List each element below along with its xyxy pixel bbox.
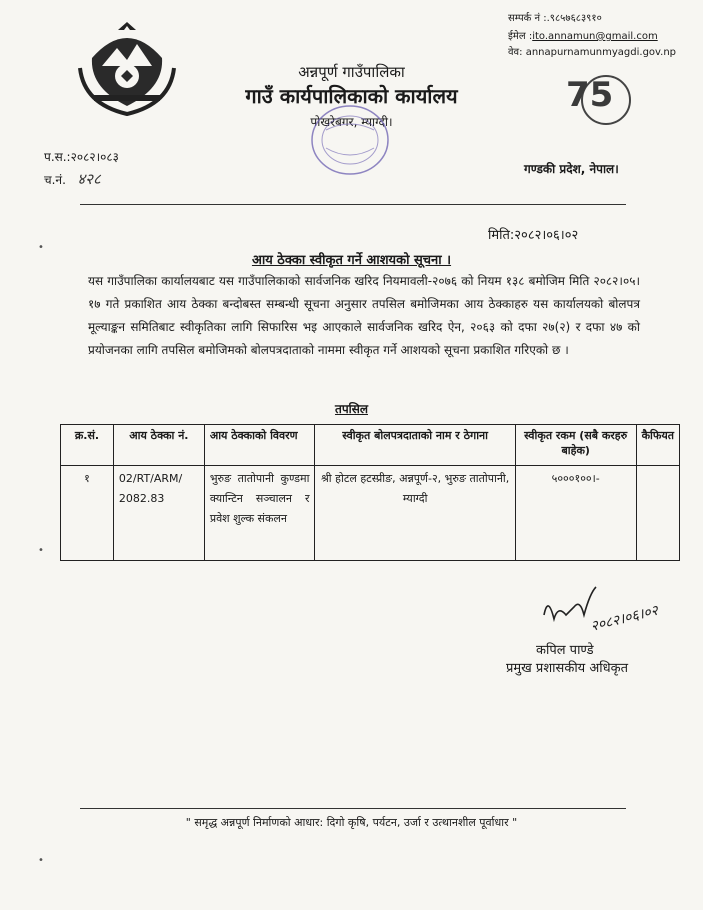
- signature-scribble: [540, 585, 670, 640]
- table-title: तपसिल: [334, 402, 368, 416]
- notice-date: मिति:२०८२।०६।०२: [488, 228, 579, 243]
- cell-contract-no: 02/RT/ARM/ 2082.83: [113, 466, 204, 561]
- header-divider: [80, 204, 626, 205]
- cell-description: भुरुङ तातोपानी कुण्डमा क्यान्टिन सञ्चालन र प्रवेश शुल्क संकलन: [204, 466, 315, 561]
- col-sn: क्र.सं.: [61, 425, 114, 466]
- org-name: अन्नपूर्ण गाउँपालिका: [298, 63, 405, 81]
- anniversary-75-logo-icon: [562, 60, 638, 136]
- table-row: [61, 466, 680, 561]
- svg-text:२०८२।०६।०२: २०८२।०६।०२: [589, 602, 660, 635]
- scan-mark: •: [38, 545, 44, 556]
- col-amount: स्वीकृत रकम (सबै करहरु बाहेक): [515, 425, 636, 466]
- footer-motto: " समृद्ध अन्नपूर्ण निर्माणको आधार: दिगो कृषि, पर्यटन, उर्जा र उत्थानशील पूर्वाधार ": [185, 816, 518, 829]
- ps-number: प.स.:२०८२।०८३: [44, 150, 119, 164]
- col-contract-no: आय ठेक्का नं.: [113, 425, 204, 466]
- province-name: गण्डकी प्रदेश, नेपाल।: [524, 162, 619, 176]
- cell-sn: १: [61, 466, 114, 561]
- table-header-row: [61, 425, 680, 466]
- footer-divider: [80, 808, 626, 809]
- contact-web: वेव: annapurnamunmyagdi.gov.np: [508, 47, 677, 58]
- contact-email: ईमेल :ito.annamun@gmail.com: [508, 31, 658, 42]
- contract-table: [60, 424, 680, 561]
- cn-number: च.नं. ४२८: [44, 170, 101, 188]
- col-description: आय ठेक्काको विवरण: [204, 425, 315, 466]
- email-link[interactable]: ito.annamun@gmail.com: [532, 31, 658, 42]
- signatory-block: [506, 640, 628, 676]
- scan-mark: •: [38, 855, 44, 866]
- signatory-designation: प्रमुख प्रशासकीय अधिकृत: [506, 661, 629, 676]
- notice-subject: आय ठेक्का स्वीकृत गर्ने आशयको सूचना ।: [251, 253, 452, 268]
- cell-bidder: श्री होटल हटस्प्रीङ, अन्नपूर्ण-२, भुरुङ तातोपानी, म्याग्दी: [315, 466, 515, 561]
- cell-remarks: [636, 466, 679, 561]
- office-stamp-icon: [300, 100, 400, 180]
- svg-text:75: 75: [566, 75, 614, 115]
- office-address: पोखरेबगर, म्याग्दी।: [310, 115, 393, 129]
- office-title: गाउँ कार्यपालिकाको कार्यालय: [245, 84, 458, 108]
- notice-body: यस गाउँपालिका कार्यालयबाट यस गाउँपालिकाको सार्वजनिक खरिद नियमावली-२०७६ को नियम १३८ बमोजिम मिति २०८२।०५।१७ गते प्रकाशित आय ठेक्का बन्दोबस्त सम्बन्धी सूचना अनुसार तपसिल बमोजिमका आय ठेक्काहरु यस कार्यालयको बोलपत्र मूल्याङ्कन समितिबाट स्वीकृतिका लागि सिफारिस भइ आएकाले सार्वजनिक खरिद ऐन, २०६३ को दफा २७(२) र दफा ४७ को प्रयोजनका लागि तपसिल बमोजिमको बोलपत्रदाताको नाममा स्वीकृत गर्ने आशयको सूचना प्रकाशित गरिएको छ ।: [88, 274, 640, 357]
- col-bidder: स्वीकृत बोलपत्रदाताको नाम र ठेगाना: [315, 425, 515, 466]
- cell-amount: ५०००१००।-: [515, 466, 636, 561]
- signatory-name: कपिल पाण्डे: [536, 643, 594, 658]
- reference-block: [44, 146, 119, 191]
- scan-mark: •: [38, 242, 44, 253]
- contact-phone: सम्पर्क नं :.९८५७६८३९१०: [508, 13, 602, 24]
- col-remarks: कैफियत: [636, 425, 679, 466]
